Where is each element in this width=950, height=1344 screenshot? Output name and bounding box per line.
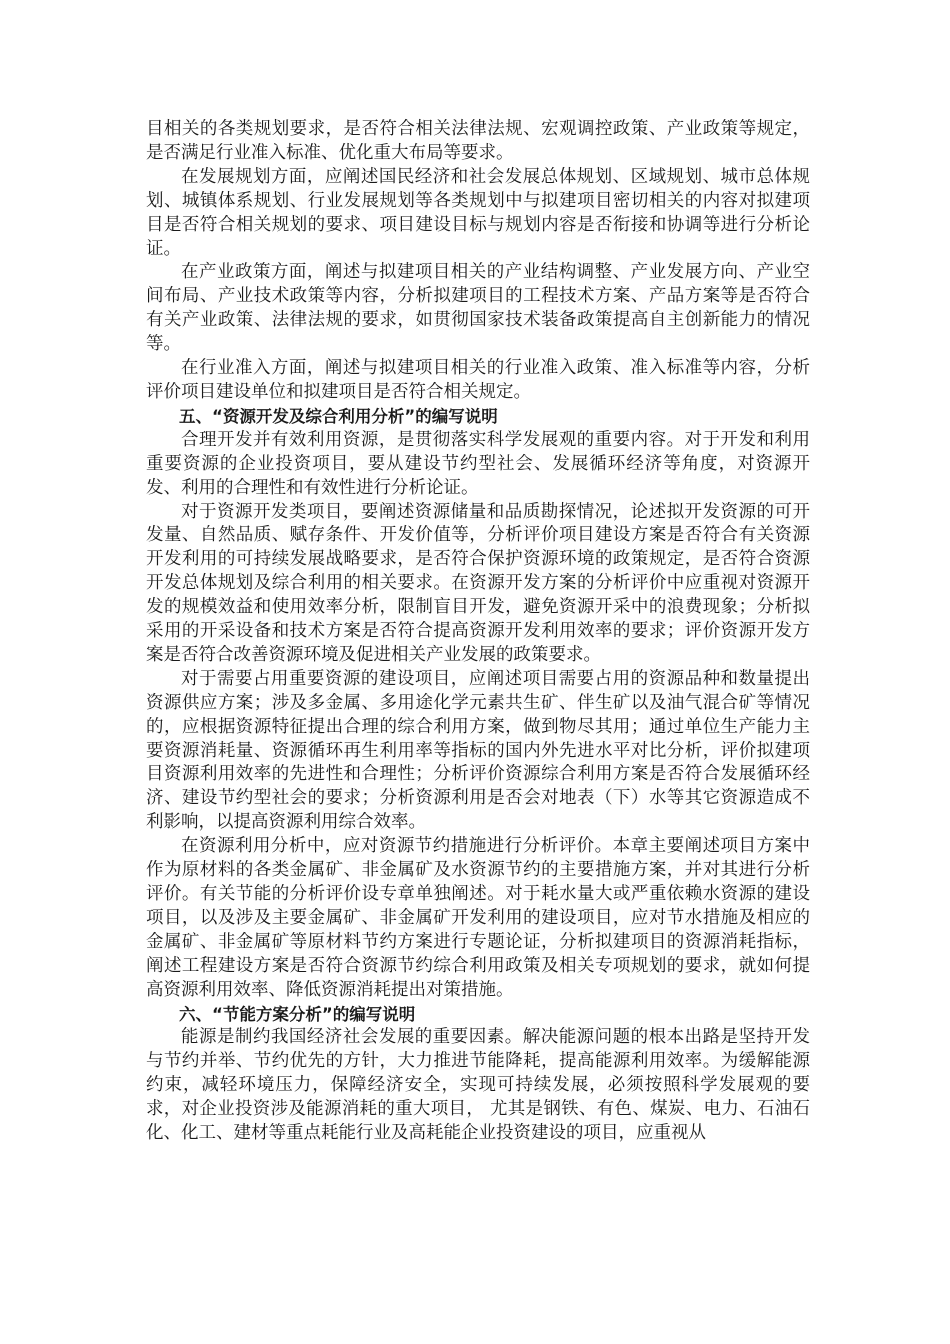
paragraph: 在发展规划方面，应阐述国民经济和社会发展总体规划、区域规划、城市总体规划、城镇体系规划、行业发展规划等各类规划中与拟建项目密切相关的内容对拟建项目是否符合相关规划的要求、项目建设目标与规划内容是否衔接和协调等进行分析论证。	[146, 166, 810, 259]
paragraph: 目相关的各类规划要求，是否符合相关法律法规、宏观调控政策、产业政策等规定，是否满足行业准入标准、优化重大布局等要求。	[146, 119, 810, 163]
paragraph: 能源是制约我国经济社会发展的重要因素。解决能源问题的根本出路是坚持开发与节约并举、节约优先的方针，大力推进节能降耗，提高能源利用效率。为缓解能源约束，减轻环境压力，保障经济安全，实现可持续发展，必须按照科学发展观的要求，对企业投资涉及能源消耗的重大项目， 尤其是钢铁、有色、煤炭、电力、石油石化、化工、建材等重点耗能行业及高耗能企业投资建设的项目，应重视从	[146, 1027, 810, 1144]
paragraph: 对于资源开发类项目，要阐述资源储量和品质勘探情况，论述拟开发资源的可开发量、自然品质、赋存条件、开发价值等，分析评价项目建设方案是否符合有关资源开发利用的可持续发展战略要求，是否符合保护资源环境的政策规定，是否符合资源开发总体规划及综合利用的相关要求。在资源开发方案的分析评价中应重视对资源开发的规模效益和使用效率分析，限制盲目开发，避免资源开采中的浪费现象；分析拟采用的开采设备和技术方案是否符合提高资源开发利用效率的要求；评价资源开发方案是否符合改善资源环境及促进相关产业发展的政策要求。	[146, 501, 810, 665]
paragraph: 在行业准入方面，阐述与拟建项目相关的行业准入政策、准入标准等内容，分析评价项目建设单位和拟建项目是否符合相关规定。	[146, 358, 810, 402]
paragraph: 在资源利用分析中，应对资源节约措施进行分析评价。本章主要阐述项目方案中作为原材料的各类金属矿、非金属矿及水资源节约的主要措施方案，并对其进行分析评价。有关节能的分析评价设专章单独阐述。对于耗水量大或严重依赖水资源的建设项目，以及涉及主要金属矿、非金属矿开发利用的建设项目，应对节水措施及相应的金属矿、非金属矿等原材料节约方案进行专题论证，分析拟建项目的资源消耗指标，阐述工程建设方案是否符合资源节约综合利用政策及相关专项规划的要求，就如何提高资源利用效率、降低资源消耗提出对策措施。	[146, 836, 810, 1000]
paragraph: 对于需要占用重要资源的建设项目，应阐述项目需要占用的资源品种和数量提出资源供应方案；涉及多金属、多用途化学元素共生矿、伴生矿以及油气混合矿等情况的，应根据资源特征提出合理的综合利用方案，做到物尽其用；通过单位生产能力主要资源消耗量、资源循环再生利用率等指标的国内外先进水平对比分析，评价拟建项目资源利用效率的先进性和合理性；分析评价资源综合利用方案是否符合发展循环经济、建设节约型社会的要求；分析资源利用是否会对地表（下）水等其它资源造成不利影响，以提高资源利用综合效率。	[146, 668, 810, 833]
paragraph: 在产业政策方面，阐述与拟建项目相关的产业结构调整、产业发展方向、产业空间布局、产业技术政策等内容，分析拟建项目的工程技术方案、产品方案等是否符合有关产业政策、法律法规的要求，如贯彻国家技术装备政策提高自主创新能力的情况等。	[146, 262, 810, 355]
paragraph: 合理开发并有效利用资源，是贯彻落实科学发展观的重要内容。对于开发和利用重要资源的企业投资项目，要从建设节约型社会、发展循环经济等角度，对资源开发、利用的合理性和有效性进行分析论证。	[146, 429, 810, 498]
section-heading: 六、“节能方案分析”的编写说明	[179, 1004, 416, 1024]
document-page	[146, 118, 810, 1146]
section-heading: 五、“资源开发及综合利用分析”的编写说明	[179, 406, 498, 426]
